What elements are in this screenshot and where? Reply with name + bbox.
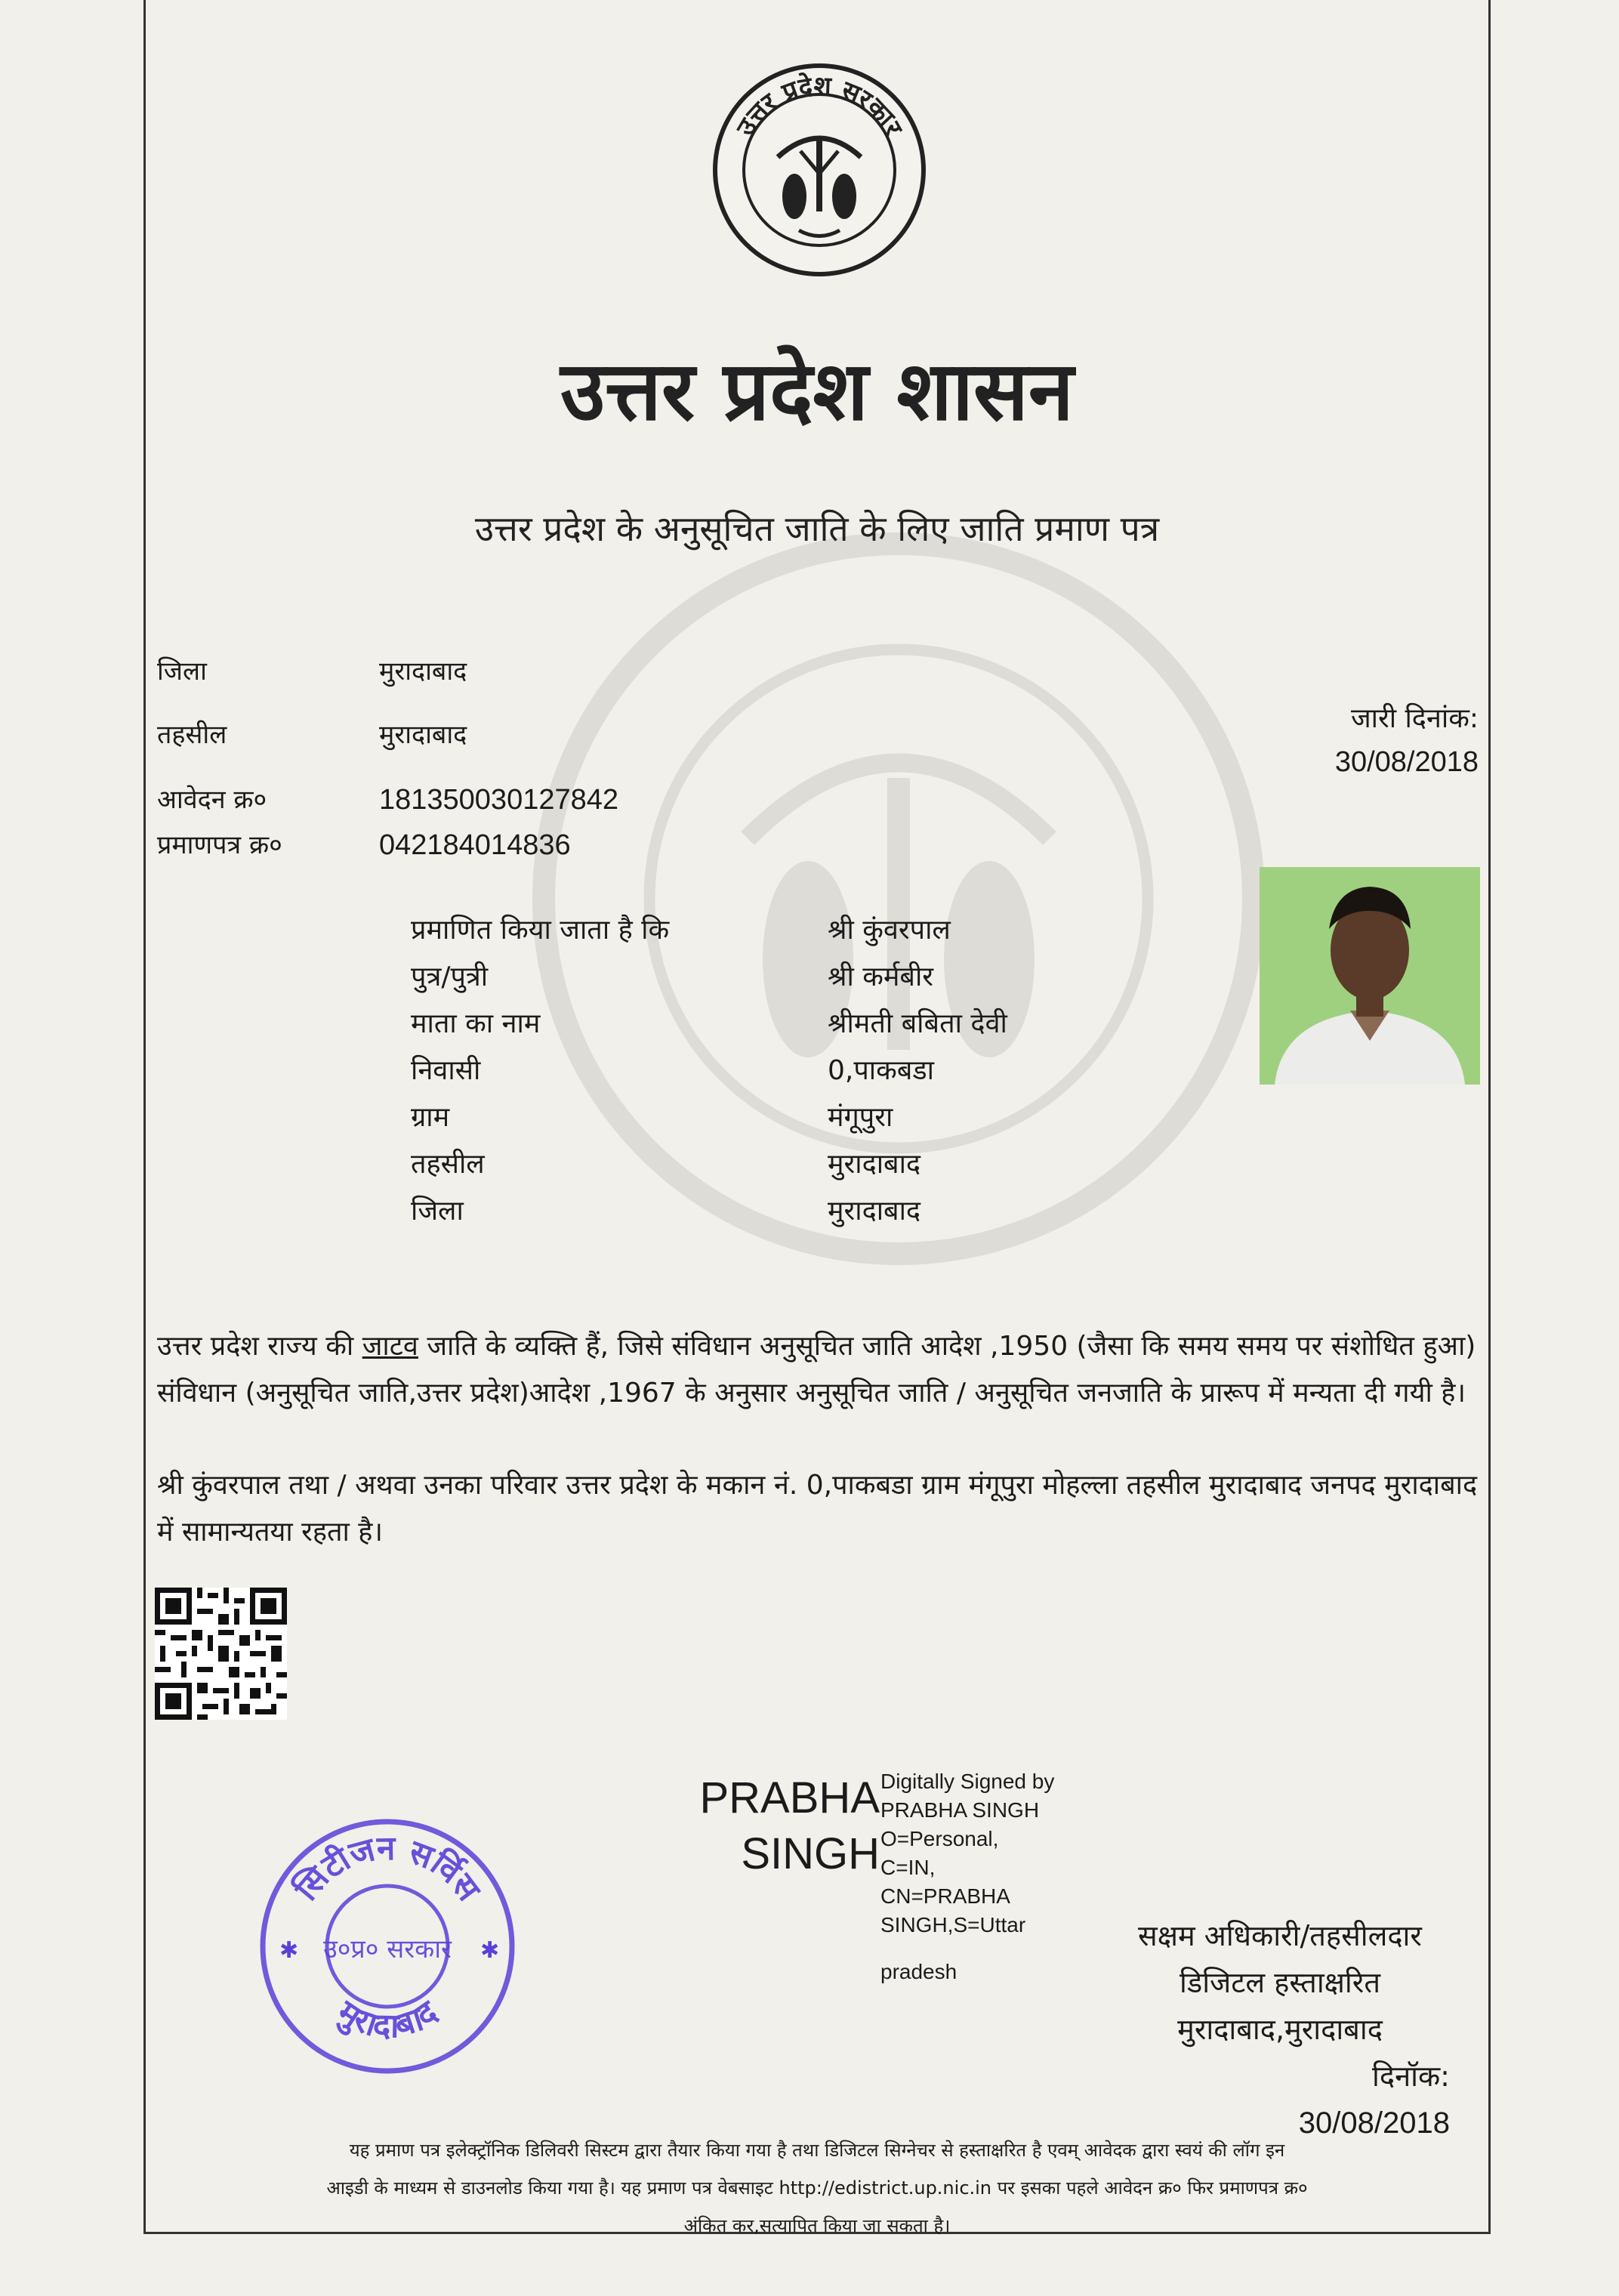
- certificate-no-label: प्रमाणपत्र क्र०: [157, 830, 282, 860]
- sig-detail-line: PRABHA SINGH: [880, 1798, 1040, 1822]
- tehsil-value: मुरादाबाद: [379, 720, 467, 750]
- issue-date-label: जारी दिनांक:: [1350, 703, 1479, 734]
- mother-value: श्रीमती बबिता देवी: [828, 1008, 1007, 1039]
- authority-digital-signed: डिजिटल हस्ताक्षरित: [1180, 1966, 1380, 1999]
- sig-detail-line: pradesh: [880, 1960, 958, 1983]
- seal-middle-text: उ०प्र० सरकार: [323, 1934, 452, 1964]
- page-title: उत्तर प्रदेश शासन: [560, 344, 1074, 439]
- digital-signature-details: [880, 1767, 1107, 1986]
- svg-text:मुरादाबाद: [328, 1992, 445, 2045]
- up-government-emblem: [710, 60, 929, 279]
- certificate-subtitle: उत्तर प्रदेश के अनुसूचित जाति के लिए जाति प्रमाण पत्र: [474, 508, 1160, 549]
- tehsil-detail-label: तहसील: [411, 1149, 485, 1180]
- application-no-label: आवेदन क्र०: [157, 785, 267, 815]
- residence-paragraph: श्री कुंवरपाल तथा / अथवा उनका परिवार उत्तर प्रदेश के मकान नं. 0,पाकबडा ग्राम मंगूपुरा मोहल्ला तहसील मुरादाबाद जनपद मुरादाबाद में सामान्यतया रहता है।: [157, 1470, 1478, 1548]
- caste-text-before: उत्तर प्रदेश राज्य की: [157, 1331, 354, 1362]
- village-label: ग्राम: [411, 1102, 450, 1133]
- signer-name: [683, 1770, 880, 1882]
- parent-value: श्री कर्मबीर: [828, 961, 934, 992]
- resident-value: 0,पाकबडा: [828, 1055, 934, 1086]
- tehsil-label: तहसील: [157, 720, 227, 750]
- certificate-no-value: 042184014836: [379, 829, 571, 861]
- certified-name: श्री कुंवरपाल: [828, 915, 951, 946]
- sig-detail-line: O=Personal,: [880, 1827, 999, 1850]
- emblem-text: उत्तर प्रदेश सरकार: [730, 70, 908, 141]
- village-value: मंगूपुरा: [828, 1102, 893, 1133]
- sig-detail-line: SINGH,S=Uttar: [880, 1913, 1026, 1936]
- footer-line: आइडी के माध्यम से डाउनलोड किया गया है। यह प्रमाण पत्र वेबसाइट http://edistrict.up.nic.in पर इसका पहले आवेदन क्र० फिर प्रमाणपत्र क्र०: [326, 2177, 1308, 2199]
- application-no-value: 181350030127842: [379, 784, 619, 816]
- seal-top-text: सिटीजन सर्विस: [287, 1828, 488, 1909]
- sig-detail-line: Digitally Signed by: [880, 1770, 1055, 1793]
- mother-label: माता का नाम: [411, 1008, 541, 1039]
- person-photo-icon: [1260, 867, 1480, 1085]
- sig-detail-line: C=IN,: [880, 1856, 936, 1879]
- authority-date-label: दिनॉक:: [1372, 2060, 1450, 2093]
- caste-text-after: जाति के व्यक्ति हैं, जिसे संविधान अनुसूचित जाति आदेश ,1950 (जैसा कि समय समय पर संशोधित हुआ) संविधान (अनुसूचित जाति,उत्तर प्रदेश)आदेश ,1967 के अनुसार अनुसूचित जाति / अनुसूचित जनजाति के प्रारूप में मन्यता दी गयी है।: [157, 1331, 1476, 1409]
- issue-date-block: [1335, 698, 1479, 785]
- authority-designation: सक्षम अधिकारी/तहसीलदार: [1138, 1919, 1422, 1952]
- authority-location: मुरादाबाद,मुरादाबाद: [1177, 2013, 1383, 2046]
- authority-date-value: 30/08/2018: [1298, 2106, 1450, 2140]
- district-detail-value: मुरादाबाद: [828, 1196, 921, 1227]
- footer-line: यह प्रमाण पत्र इलेक्ट्रॉनिक डिलिवरी सिस्टम द्वारा तैयार किया गया है तथा डिजिटल सिग्नेचर से हस्ताक्षरित है एवम् आवेदक द्वारा स्वयं की लॉग इन: [349, 2140, 1285, 2161]
- certified-label: प्रमाणित किया जाता है कि: [411, 915, 670, 946]
- district-value: मुरादाबाद: [379, 656, 467, 687]
- seal-bottom-text: मुरादाबाद: [330, 1992, 445, 2046]
- caste-paragraph: [157, 1323, 1479, 1417]
- footer-note: [159, 2131, 1476, 2245]
- signer-first-name: PRABHA: [699, 1773, 880, 1822]
- citizen-service-seal: [255, 1814, 520, 2078]
- resident-label: निवासी: [411, 1055, 481, 1086]
- seal-star-icon: ✱: [279, 1937, 299, 1964]
- caste-name: जाटव: [362, 1331, 418, 1362]
- qr-code: [155, 1588, 287, 1720]
- district-label: जिला: [157, 656, 207, 687]
- tehsil-detail-value: मुरादाबाद: [828, 1149, 921, 1180]
- signer-last-name: SINGH: [741, 1829, 880, 1878]
- applicant-photo: [1260, 867, 1480, 1085]
- sig-detail-line: CN=PRABHA: [880, 1884, 1010, 1908]
- footer-line: अंकित कर,सत्यापित किया जा सकता है।: [683, 2215, 951, 2236]
- issuing-authority: [1102, 1912, 1457, 2146]
- district-detail-label: जिला: [411, 1196, 464, 1227]
- parent-label: पुत्र/पुत्री: [411, 961, 489, 992]
- issue-date-value: 30/08/2018: [1334, 745, 1479, 778]
- seal-star-icon: ✱: [480, 1937, 500, 1964]
